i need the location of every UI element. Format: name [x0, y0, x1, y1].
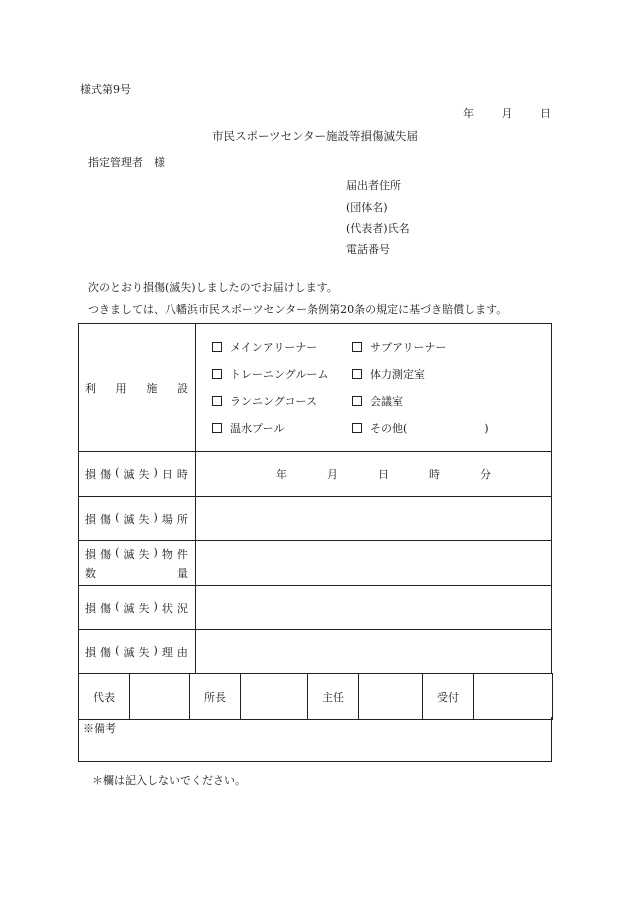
facility-option-sub-arena[interactable]: サブアリーナー [352, 339, 522, 355]
unit-month: 月 [327, 468, 338, 481]
facility-option-fitness-test-room[interactable]: 体力測定室 [352, 366, 522, 382]
facility-option-heated-pool[interactable]: 温水プール [212, 420, 352, 436]
facility-options [196, 324, 552, 452]
checkbox-icon[interactable] [212, 369, 222, 379]
staff-director-stamp[interactable] [241, 674, 308, 720]
items-label: 損 傷 ( 滅 失 ) 物 件 数 量 [79, 541, 196, 586]
condition-field[interactable] [196, 586, 552, 630]
footnote: ＊欄は記入しないでください。 [92, 774, 246, 787]
intro-line-2: つきましては、八幡浜市民スポーツセンター条例第20条の規定に基づき賠償します。 [88, 303, 508, 316]
facility-label-char: 利 [85, 381, 97, 395]
intro-line-1: 次のとおり損傷(滅失)しましたのでお届けします。 [88, 281, 338, 294]
facility-label-char: 設 [176, 381, 189, 395]
checkbox-icon[interactable] [352, 369, 362, 379]
facility-option-other[interactable]: その他( ) [352, 420, 522, 436]
items-field[interactable] [196, 541, 552, 586]
facility-label [79, 324, 196, 452]
checkbox-icon[interactable] [352, 342, 362, 352]
staff-chief-label: 主任 [308, 674, 359, 720]
checkbox-icon[interactable] [212, 342, 222, 352]
checkbox-icon[interactable] [212, 423, 222, 433]
unit-day: 日 [378, 468, 389, 481]
date-month: 月 [501, 107, 513, 120]
applicant-group-label: (団体名) [346, 201, 388, 214]
facility-label-char: 施 [146, 381, 159, 395]
form-number: 様式第9号 [80, 83, 131, 96]
staff-director-label: 所長 [190, 674, 241, 720]
reason-label: 損 傷 ( 滅 失 ) 理 由 [79, 630, 196, 674]
condition-label: 損 傷 ( 滅 失 ) 状 況 [79, 586, 196, 630]
place-field[interactable] [196, 497, 552, 541]
datetime-label: 損 傷 ( 滅 失 ) 日 時 [79, 452, 196, 497]
date-year: 年 [463, 107, 474, 120]
addressee: 指定管理者 様 [88, 156, 165, 169]
place-label: 損 傷 ( 滅 失 ) 場 所 [79, 497, 196, 541]
remarks-box[interactable] [78, 717, 552, 762]
applicant-phone-label: 電話番号 [346, 243, 390, 256]
applicant-name-label: (代表者)氏名 [346, 222, 410, 235]
facility-option-training-room[interactable]: トレーニングルーム [212, 366, 352, 382]
staff-chief-stamp[interactable] [359, 674, 423, 720]
facility-option-meeting-room[interactable]: 会議室 [352, 393, 522, 409]
staff-reception-stamp[interactable] [474, 674, 553, 720]
checkbox-icon[interactable] [212, 396, 222, 406]
date-day: 日 [540, 107, 551, 120]
datetime-field[interactable] [196, 452, 552, 497]
unit-year: 年 [276, 468, 287, 481]
remarks-label: ※備考 [83, 722, 116, 735]
staff-representative-label: 代表 [79, 674, 130, 720]
unit-hour: 時 [429, 468, 440, 481]
checkbox-icon[interactable] [352, 423, 362, 433]
applicant-address-label: 届出者住所 [346, 179, 401, 192]
staff-stamp-table [78, 673, 553, 720]
facility-label-char: 用 [115, 381, 128, 395]
facility-option-running-course[interactable]: ランニングコース [212, 393, 352, 409]
reason-field[interactable] [196, 630, 552, 674]
staff-representative-stamp[interactable] [130, 674, 190, 720]
damage-report-table [78, 323, 552, 674]
staff-reception-label: 受付 [423, 674, 474, 720]
checkbox-icon[interactable] [352, 396, 362, 406]
form-title: 市民スポーツセンター施設等損傷滅失届 [211, 129, 419, 143]
unit-minute: 分 [480, 468, 491, 481]
date-line [463, 105, 551, 121]
facility-option-main-arena[interactable]: メインアリーナー [212, 339, 352, 355]
